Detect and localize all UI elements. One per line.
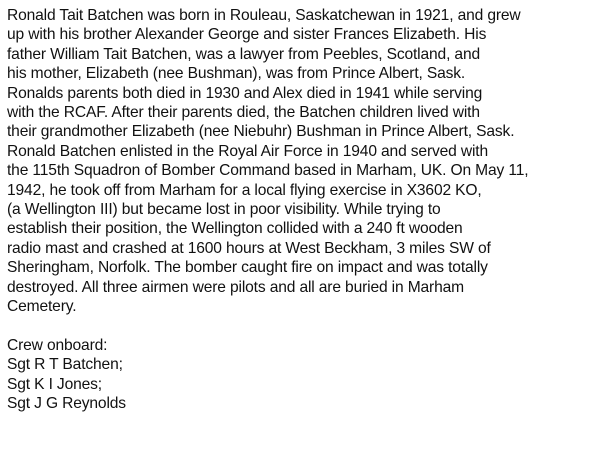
crew-member: Sgt K I Jones; — [7, 375, 102, 393]
paragraph-line: their grandmother Elizabeth (nee Niebuhr) Bushman in Prince Albert, Sask. — [7, 123, 515, 141]
paragraph-line: the 115th Squadron of Bomber Command based in Marham, UK. On May 11, — [7, 162, 529, 180]
paragraph-line: (a Wellington III) but became lost in poor visibility. While trying to — [7, 201, 441, 219]
paragraph-line: his mother, Elizabeth (nee Bushman), was from Prince Albert, Sask. — [7, 65, 466, 83]
crew-member: Sgt J G Reynolds — [7, 395, 126, 413]
paragraph-line: radio mast and crashed at 1600 hours at West Beckham, 3 miles SW of — [7, 239, 491, 257]
crew-list — [7, 336, 597, 414]
paragraph-spacer — [7, 317, 597, 336]
paragraph-line: Ronald Batchen enlisted in the Royal Air Force in 1940 and served with — [7, 142, 488, 160]
paragraph-line: Ronalds parents both died in 1930 and Alex died in 1941 while serving — [7, 84, 483, 102]
paragraph-line: Ronald Tait Batchen was born in Rouleau, Saskatchewan in 1921, and grew — [7, 7, 521, 24]
paragraph-line: establish their position, the Wellington collided with a 240 ft wooden — [7, 220, 463, 238]
document-body — [7, 6, 597, 414]
paragraph-line: father William Tait Batchen, was a lawyer from Peebles, Scotland, and — [7, 45, 480, 63]
paragraph-line: Cemetery. — [7, 298, 77, 316]
paragraph-line: with the RCAF. After their parents died, the Batchen children lived with — [7, 104, 480, 122]
paragraph-line: destroyed. All three airmen were pilots and all are buried in Marham — [7, 278, 464, 296]
paragraph-line: 1942, he took off from Marham for a local flying exercise in X3602 KO, — [7, 181, 482, 199]
paragraph-line: up with his brother Alexander George and sister Frances Elizabeth. His — [7, 26, 487, 44]
biography-paragraph — [7, 6, 597, 317]
crew-member: Sgt R T Batchen; — [7, 356, 123, 374]
paragraph-line: Sheringham, Norfolk. The bomber caught fire on impact and was totally — [7, 259, 488, 277]
crew-heading: Crew onboard: — [7, 336, 108, 354]
